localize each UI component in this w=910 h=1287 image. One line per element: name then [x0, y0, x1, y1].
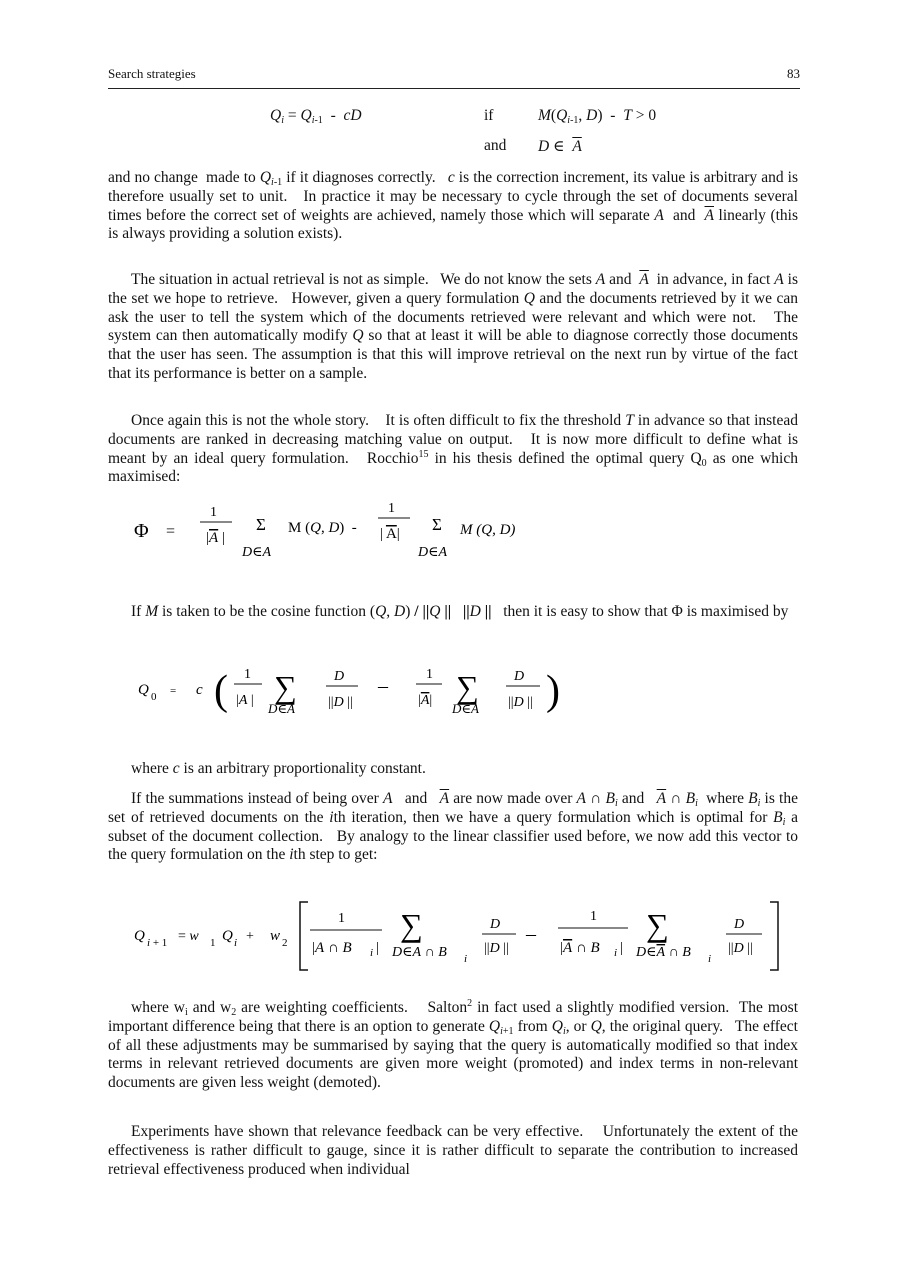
svg-text:||D ||: ||D || [328, 695, 353, 710]
equation-top-cond2: D ∈ $\overline{A}$ [538, 138, 582, 155]
svg-text:Q: Q [134, 928, 145, 944]
svg-text:|: | [376, 940, 380, 956]
svg-text:): ) [546, 668, 560, 714]
svg-text:1: 1 [244, 667, 251, 682]
svg-text:c: c [196, 682, 203, 698]
svg-text:Q: Q [138, 682, 149, 698]
svg-text:|A|: |A| [418, 693, 433, 708]
svg-text:|A |: |A | [206, 530, 225, 546]
svg-text:M (Q, D) -: M (Q, D) - [288, 520, 357, 536]
svg-text:D∈A: D∈A [268, 701, 295, 716]
svg-text:D∈A: D∈A [452, 701, 479, 716]
equation-top-and: and [484, 137, 507, 154]
svg-text:i: i [708, 953, 712, 965]
svg-text:Q: Q [222, 928, 233, 944]
paragraph-1: and no change made to $Q_{i-1}$ if it diagnoses correctly. c is the correction increment, its value is arbitrary and is therefore usually set to unit. In practice it may be necessary to cycle through the set of documents several times before the correct set of weights are achieved, namely those which will separate A and $\overline{A}$ linearly (this is always providing a solution exists). [108, 169, 799, 243]
svg-text:D∈A: D∈A [242, 545, 272, 560]
svg-text:D∈A ∩ B: D∈A ∩ B [636, 945, 691, 960]
svg-text:|A |: |A | [236, 693, 254, 708]
running-title: Search strategies [108, 66, 196, 81]
svg-text:|: | [620, 940, 624, 956]
svg-text:1: 1 [590, 909, 597, 924]
svg-text:1: 1 [338, 911, 345, 926]
svg-text:D: D [514, 669, 525, 684]
svg-text:D: D [334, 669, 345, 684]
svg-text:(: ( [214, 668, 228, 714]
svg-text:= w: = w [178, 929, 199, 944]
svg-text:Σ: Σ [432, 515, 442, 534]
svg-text:||D ||: ||D || [484, 941, 509, 956]
svg-text:+: + [246, 929, 254, 944]
svg-text:1: 1 [210, 505, 217, 520]
svg-text:–: – [378, 675, 388, 697]
paragraph-5: where c is an arbitrary proportionality constant. [131, 760, 426, 777]
page-number: 83 [787, 66, 800, 81]
svg-text:D: D [490, 917, 501, 932]
svg-text:i: i [464, 953, 468, 965]
formula-phi [120, 496, 560, 568]
svg-text:| A|: | A| [380, 526, 400, 542]
svg-text:M (Q, D): M (Q, D) [460, 522, 516, 538]
svg-text:i + 1: i + 1 [147, 937, 168, 949]
svg-text:|A ∩ B: |A ∩ B [560, 940, 600, 956]
paragraph-6: If the summations instead of being over A and $\overline{A}$ are now made over A ∩ $B_i$ and $\overline{A}$ ∩ $B_i$ where $B_i$ is the set of retrieved documents on the ith iteration, then we have a query formulation which is optimal for $B_i$ a subset of the document collection. By analogy to the linear classifier used before, we now add this vector to the query formulation on the ith step to get: [108, 790, 798, 864]
svg-text:D∈A: D∈A [418, 545, 448, 560]
svg-text:1: 1 [210, 937, 216, 949]
equation-top-cond1: $M(Q_{i-1}$, D) - T > 0 [538, 107, 657, 126]
svg-text:∑: ∑ [456, 669, 479, 705]
svg-text:Φ: Φ [134, 520, 149, 542]
svg-text:2: 2 [282, 937, 288, 949]
svg-text:D∈A ∩ B: D∈A ∩ B [392, 945, 447, 960]
svg-text:1: 1 [426, 667, 433, 682]
running-header [108, 64, 800, 89]
paragraph-7: where $w_i$ and $w_2$ are weighting coefficients. Salton$^2$ in fact used a slightly modified version. The most important difference being that there is an option to generate $Q_{i+1}$ from $Q_i$, or Q, the original query. The effect of all these adjustments may be summarised by saying that the query is automatically modified so that index terms in relevant retrieved documents are given more weight (promoted) and index terms in non-relevant documents are given less weight (demoted). [108, 998, 799, 1092]
svg-text:D: D [734, 917, 745, 932]
paragraph-4: If M is taken to be the cosine function (Q, D) / ||Q || ||D || then it is easy to show that Φ is maximised by [131, 603, 789, 620]
equation-top-if: if [484, 107, 494, 124]
svg-text:|A ∩ B: |A ∩ B [312, 940, 352, 956]
svg-text:–: – [526, 923, 536, 945]
svg-text:∑: ∑ [274, 669, 297, 705]
svg-text:Σ: Σ [256, 515, 266, 534]
paragraph-8: Experiments have shown that relevance feedback can be very effective. Unfortunately the extent of the effectiveness is rather difficult to gauge, since it is rather difficult to separate the contribution to increased retrieval effectiveness produced when individual [108, 1123, 798, 1178]
svg-text:=: = [170, 685, 177, 697]
formula-q0 [130, 658, 570, 720]
svg-text:∑: ∑ [646, 907, 669, 943]
svg-text:||D ||: ||D || [728, 941, 753, 956]
svg-text:0: 0 [151, 691, 157, 703]
paragraph-3: Once again this is not the whole story. It is often difficult to fix the threshold T in advance so that instead documents are ranked in decreasing matching value on output. It is now more difficult to define what is meant by an ideal query formulation. Rocchio$^{15}$ in his thesis defined the optimal query $Q_0$ as one which maximised: [108, 412, 798, 486]
svg-text:w: w [270, 928, 281, 944]
svg-text:||D ||: ||D || [508, 695, 533, 710]
paragraph-2: The situation in actual retrieval is not as simple. We do not know the sets A and $\overline{A}$ in advance, in fact A is the set we hope to retrieve. However, given a query formulation Q and the documents retrieved by it we can ask the user to tell the system which of the documents retrieved were relevant and which were not. The system can then automatically modify Q so that at least it will be able to diagnose correctly those documents that the user has seen. The assumption is that this will improve retrieval on the next run by virtue of the fact that its performance is better on a sample. [108, 271, 798, 382]
formula-qi-plus-1 [126, 896, 786, 976]
svg-text:1: 1 [388, 501, 395, 516]
svg-text:i: i [614, 947, 618, 959]
svg-text:∑: ∑ [400, 907, 423, 943]
equation-top-lhs: $Q_i = Q_{i-1}$ - cD [270, 107, 362, 126]
svg-text:=: = [166, 523, 176, 540]
svg-text:i: i [234, 937, 238, 949]
svg-text:i: i [370, 947, 374, 959]
